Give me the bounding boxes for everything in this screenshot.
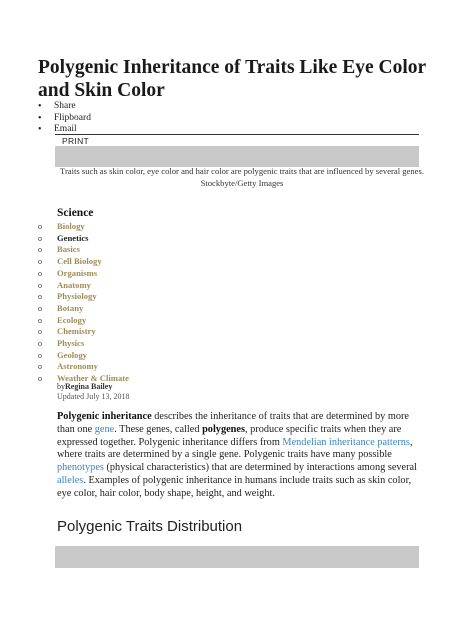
- nav-item-genetics[interactable]: o Genetics: [38, 233, 129, 245]
- phenotypes-link[interactable]: phenotypes: [57, 462, 104, 474]
- body-text-4: , where traits are determined by a single gene. Polygenic traits have many possible: [57, 436, 413, 461]
- nav-item-cell-biology[interactable]: o Cell Biology: [38, 256, 129, 268]
- mendelian-inheritance-link[interactable]: Mendelian inheritance patterns: [282, 436, 410, 448]
- nav-item-geology[interactable]: o Geology: [38, 350, 129, 362]
- nav-item-physics[interactable]: o Physics: [38, 338, 129, 350]
- article-paragraph: [57, 411, 427, 501]
- author-link[interactable]: Regina Bailey: [65, 382, 113, 391]
- email-link[interactable]: • Email: [38, 124, 434, 136]
- article-title: Polygenic Inheritance of Traits Like Eye Color and Skin Color: [38, 57, 426, 101]
- share-divider: [55, 134, 419, 135]
- body-text-6: . Examples of polygenic inheritance in humans include traits such as skin color, eye color, hair color, body shape, height, and weight.: [57, 474, 412, 499]
- graphic-placeholder: [55, 546, 419, 568]
- updated-date: Updated July 13, 2018: [57, 392, 130, 401]
- body-text-1: describes the inheritance of traits that are determined by more than one: [57, 411, 409, 435]
- section-subheading: Polygenic Traits Distribution: [57, 518, 243, 535]
- category-nav: [38, 221, 129, 385]
- image-placeholder: [55, 146, 419, 167]
- alleles-link[interactable]: alleles: [57, 474, 84, 486]
- share-list: [38, 101, 434, 136]
- nav-item-basics[interactable]: o Basics: [38, 244, 129, 256]
- gene-link[interactable]: gene: [94, 423, 115, 435]
- nav-item-biology[interactable]: o Biology: [38, 221, 129, 233]
- nav-item-botany[interactable]: o Botany: [38, 303, 129, 315]
- term-polygenic-inheritance: Polygenic inheritance: [57, 411, 152, 422]
- print-button[interactable]: PRINT: [62, 136, 89, 146]
- nav-item-organisms[interactable]: o Organisms: [38, 268, 129, 280]
- body-text-2: . These genes, called: [114, 423, 203, 435]
- share-link[interactable]: • Share: [38, 101, 434, 113]
- section-title: Science: [57, 207, 94, 219]
- flipboard-link[interactable]: • Flipboard: [38, 113, 434, 125]
- image-caption: Traits such as skin color, eye color and hair color are polygenic traits that are influenced by several genes. Stockbyte/Getty Images: [60, 166, 424, 188]
- nav-item-chemistry[interactable]: o Chemistry: [38, 326, 129, 338]
- nav-item-astronomy[interactable]: o Astronomy: [38, 361, 129, 373]
- nav-item-weather-climate[interactable]: o Weather & Climate: [38, 373, 129, 385]
- nav-item-physiology[interactable]: o Physiology: [38, 291, 129, 303]
- body-text-5: (physical characteristics) that are determined by interactions among several: [103, 462, 417, 474]
- body-text-3: , produce specific traits when they are expressed together. Polygenic inheritance differs from: [57, 423, 402, 448]
- term-polygenes: polygenes: [202, 423, 245, 435]
- byline-prefix: by: [57, 382, 65, 391]
- nav-item-ecology[interactable]: o Ecology: [38, 315, 129, 327]
- byline: [57, 382, 112, 392]
- nav-item-anatomy[interactable]: o Anatomy: [38, 280, 129, 292]
